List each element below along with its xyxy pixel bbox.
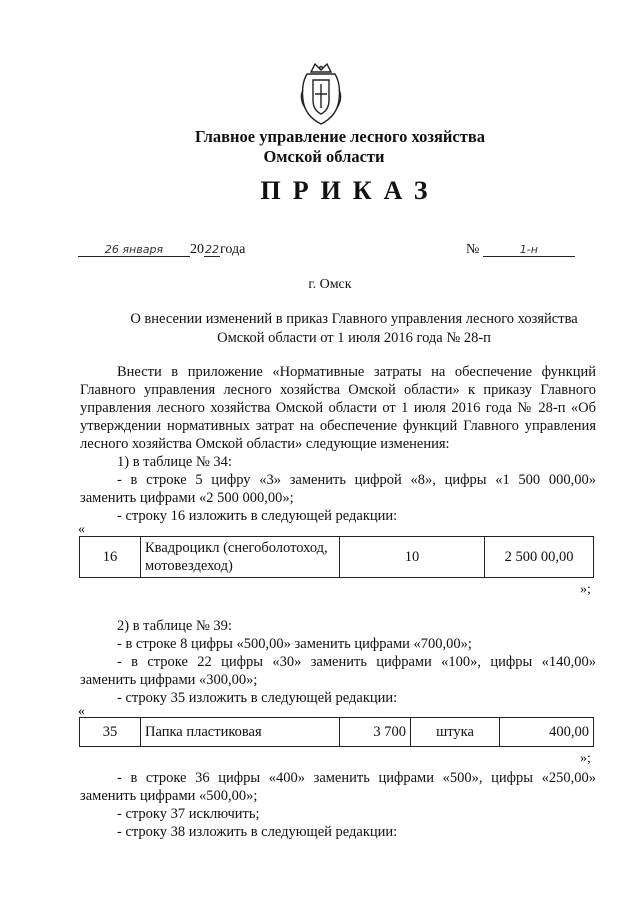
paragraph-line: Главного управления лесного хозяйства Омской области» к приказу Главного [80,382,596,398]
price: 400,00 [500,718,594,747]
item-name: Папка пластиковая [141,718,340,747]
paragraph-line: управления лесного хозяйства Омской области от 1 июля 2016 года № 28-п «Об [80,400,596,416]
item-2c: - строку 35 изложить в следующей редакции: [117,690,398,706]
item-2d-line2: заменить цифрами «500,00»; [80,788,258,804]
item-name-line1: Квадроцикл (снегоболотоход, [145,540,328,556]
item-2a: - в строке 8 цифры «500,00» заменить цифрами «700,00»; [117,636,472,652]
price: 2 500 00,00 [485,537,594,578]
year-suffix: года [220,242,246,257]
item-2e: - строку 37 исключить; [117,806,260,822]
number-label: № [466,242,480,257]
number-handwritten: 1-н [483,243,575,257]
paragraph-line: Внести в приложение «Нормативные затраты на обеспечение функций [117,364,596,380]
year-prefix: 20 [190,242,204,257]
quote-open: « [78,522,85,537]
date-line [78,242,245,258]
organization-name-line1: Главное управление лесного хозяйства [194,127,486,146]
table-34-row [79,536,594,578]
item-2f: - строку 38 изложить в следующей редакции: [117,824,398,840]
item-1a-line1: - в строке 5 цифру «3» заменить цифрой «8», цифры «1 500 000,00» [117,472,596,488]
quote-close: »; [580,582,591,597]
item-2d-line1: - в строке 36 цифры «400» заменить цифрами «500», цифры «250,00» [117,770,596,786]
subject-line2: Омской области от 1 июля 2016 года № 28-п [217,330,491,346]
table-39-row [79,717,594,747]
item-1: 1) в таблице № 34: [117,454,232,470]
item-1b: - строку 16 изложить в следующей редакции: [117,508,398,524]
quote-open: « [78,704,85,719]
date-handwritten: 26 января [78,243,190,257]
quantity: 10 [340,537,485,578]
paragraph-line: лесного хозяйства Омской области» следующие изменения: [80,436,450,452]
item-2: 2) в таблице № 39: [117,618,232,634]
quantity: 3 700 [340,718,411,747]
item-2b-line1: - в строке 22 цифры «30» заменить цифрами «100», цифры «140,00» [117,654,596,670]
item-name-line2: мотовездеход) [145,558,233,574]
row-number: 16 [80,537,141,578]
unit: штука [411,718,500,747]
paragraph-line: утверждении нормативных затрат на обеспечение функций Главного управления [80,418,596,434]
document-number-line [466,242,575,258]
item-1a-line2: заменить цифрами «2 500 000,00»; [80,490,294,506]
year-handwritten: 22 [205,243,219,256]
document-title: ПРИКАЗ [260,176,440,205]
coat-of-arms-emblem [297,60,345,128]
city: г. Омск [308,277,352,292]
quote-close: »; [580,751,591,766]
row-number: 35 [80,718,141,747]
organization-name-line2: Омской области [263,147,385,166]
item-name [141,537,340,578]
subject-line1: О внесении изменений в приказ Главного управления лесного хозяйства [130,311,578,327]
item-2b-line2: заменить цифрами «300,00»; [80,672,258,688]
